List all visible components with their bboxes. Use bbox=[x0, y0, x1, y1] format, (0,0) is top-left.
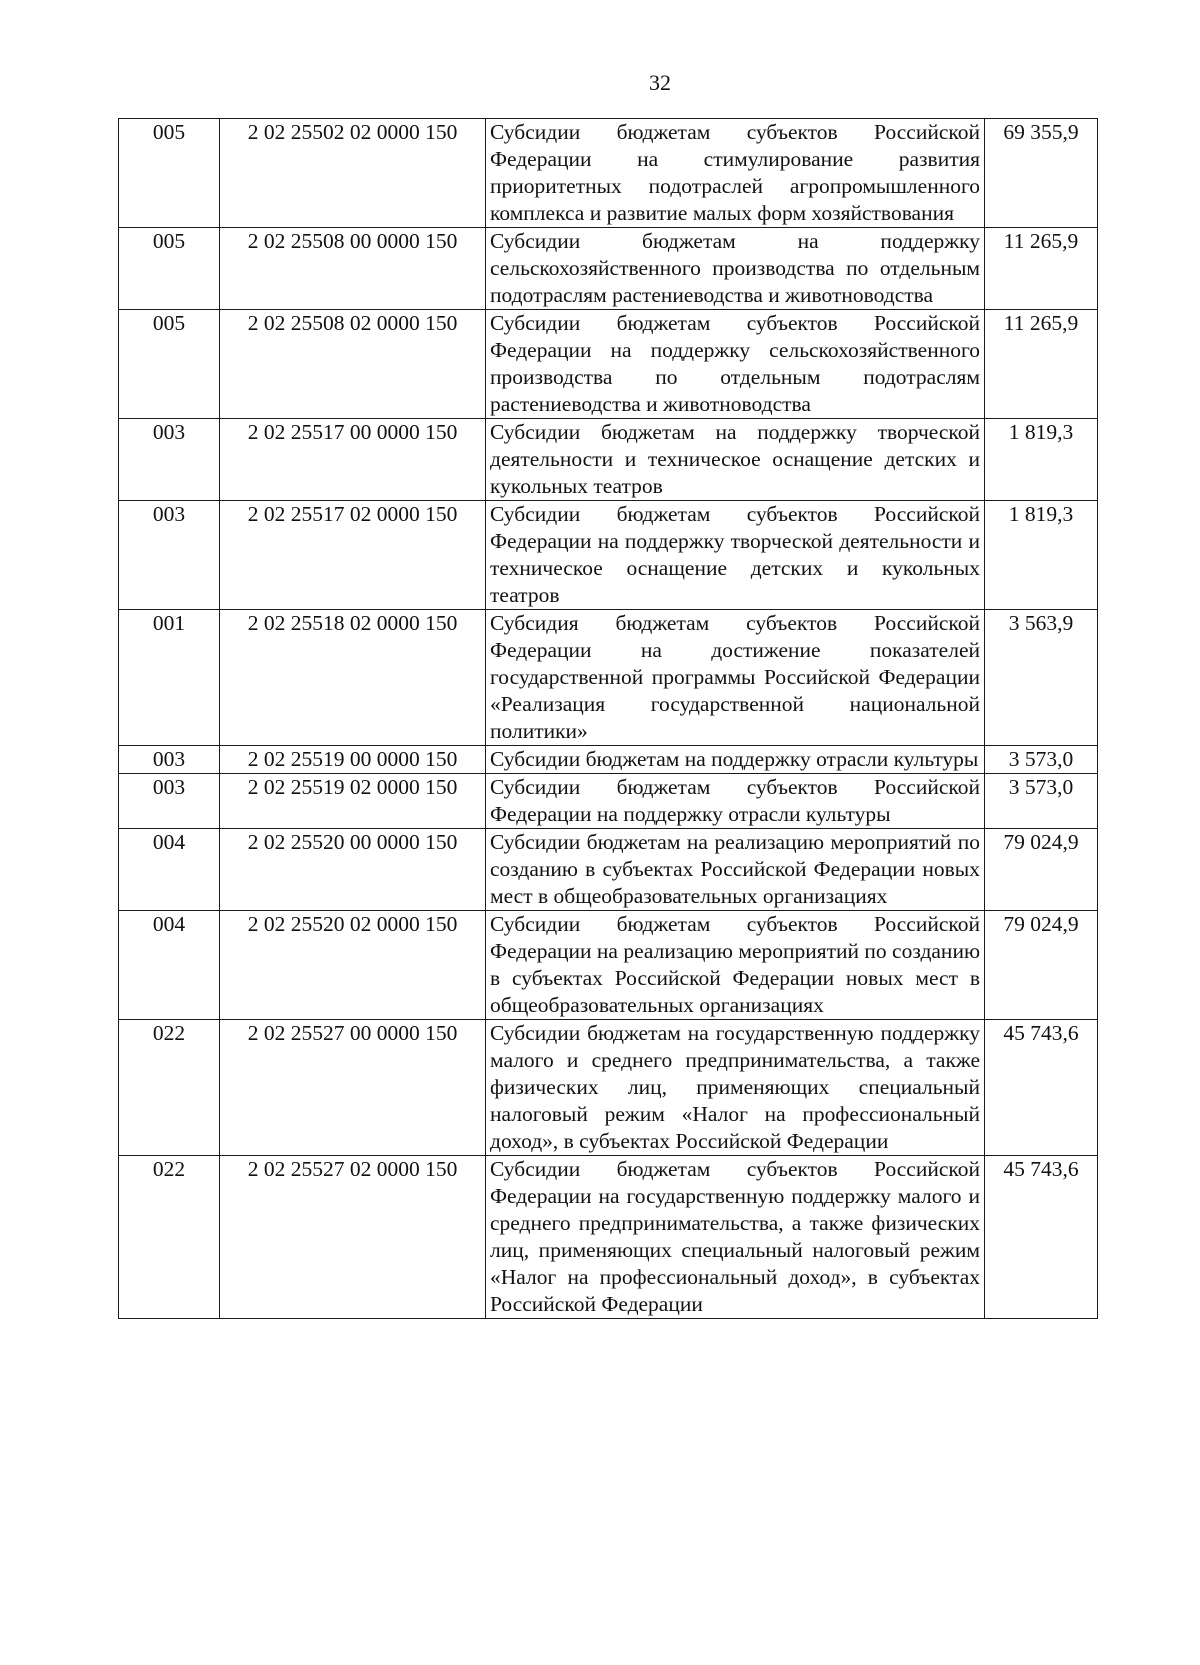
income-name-cell: Субсидии бюджетам субъектов Российской Федерации на государственную поддержку малого и среднего предпринимательства, а также физических лиц, применяющих специальный налоговый режим «Налог на профессиональный доход», в субъектах Российской Федерации bbox=[486, 1156, 985, 1319]
income-name-cell: Субсидии бюджетам субъектов Российской Федерации на поддержку творческой деятельности и техническое оснащение детских и кукольных театров bbox=[486, 501, 985, 610]
budget-code-cell: 2 02 25508 00 0000 150 bbox=[220, 228, 486, 310]
income-name-cell: Субсидии бюджетам субъектов Российской Федерации на поддержку отрасли культуры bbox=[486, 774, 985, 829]
income-name-cell: Субсидии бюджетам субъектов Российской Федерации на поддержку сельскохозяйственного производства по отдельным подотраслям растениеводства и животноводства bbox=[486, 310, 985, 419]
amount-cell: 69 355,9 bbox=[985, 119, 1098, 228]
income-name-cell: Субсидии бюджетам субъектов Российской Федерации на стимулирование развития приоритетных подотраслей агропромышленного комплекса и развитие малых форм хозяйствования bbox=[486, 119, 985, 228]
budget-code-cell: 2 02 25520 00 0000 150 bbox=[220, 829, 486, 911]
admin-code-cell: 022 bbox=[119, 1020, 220, 1156]
budget-table-body bbox=[119, 119, 1098, 1319]
table-row bbox=[119, 501, 1098, 610]
admin-code-cell: 003 bbox=[119, 774, 220, 829]
table-row bbox=[119, 610, 1098, 746]
budget-code-cell: 2 02 25517 00 0000 150 bbox=[220, 419, 486, 501]
admin-code-cell: 003 bbox=[119, 746, 220, 774]
table-row bbox=[119, 419, 1098, 501]
table-row bbox=[119, 911, 1098, 1020]
amount-cell: 3 573,0 bbox=[985, 774, 1098, 829]
budget-code-cell: 2 02 25518 02 0000 150 bbox=[220, 610, 486, 746]
table-row bbox=[119, 774, 1098, 829]
table-row bbox=[119, 1020, 1098, 1156]
budget-table bbox=[118, 118, 1098, 1319]
budget-code-cell: 2 02 25527 02 0000 150 bbox=[220, 1156, 486, 1319]
amount-cell: 1 819,3 bbox=[985, 501, 1098, 610]
admin-code-cell: 004 bbox=[119, 911, 220, 1020]
admin-code-cell: 005 bbox=[119, 228, 220, 310]
income-name-cell: Субсидии бюджетам на государственную поддержку малого и среднего предпринимательства, а также физических лиц, применяющих специальный налоговый режим «Налог на профессиональный доход», в субъектах Российской Федерации bbox=[486, 1020, 985, 1156]
amount-cell: 3 573,0 bbox=[985, 746, 1098, 774]
admin-code-cell: 003 bbox=[119, 419, 220, 501]
amount-cell: 3 563,9 bbox=[985, 610, 1098, 746]
table-row bbox=[119, 310, 1098, 419]
admin-code-cell: 005 bbox=[119, 119, 220, 228]
table-row bbox=[119, 829, 1098, 911]
income-name-cell: Субсидии бюджетам на поддержку отрасли культуры bbox=[486, 746, 985, 774]
table-row bbox=[119, 1156, 1098, 1319]
budget-code-cell: 2 02 25508 02 0000 150 bbox=[220, 310, 486, 419]
budget-code-cell: 2 02 25520 02 0000 150 bbox=[220, 911, 486, 1020]
amount-cell: 45 743,6 bbox=[985, 1020, 1098, 1156]
budget-code-cell: 2 02 25517 02 0000 150 bbox=[220, 501, 486, 610]
income-name-cell: Субсидии бюджетам на поддержку сельскохозяйственного производства по отдельным подотраслям растениеводства и животноводства bbox=[486, 228, 985, 310]
amount-cell: 11 265,9 bbox=[985, 228, 1098, 310]
admin-code-cell: 022 bbox=[119, 1156, 220, 1319]
income-name-cell: Субсидии бюджетам на реализацию мероприятий по созданию в субъектах Российской Федерации новых мест в общеобразовательных организациях bbox=[486, 829, 985, 911]
amount-cell: 45 743,6 bbox=[985, 1156, 1098, 1319]
budget-code-cell: 2 02 25519 00 0000 150 bbox=[220, 746, 486, 774]
table-row bbox=[119, 119, 1098, 228]
income-name-cell: Субсидии бюджетам субъектов Российской Федерации на реализацию мероприятий по созданию в субъектах Российской Федерации новых мест в общеобразовательных организациях bbox=[486, 911, 985, 1020]
income-name-cell: Субсидия бюджетам субъектов Российской Федерации на достижение показателей государственной программы Российской Федерации «Реализация государственной национальной политики» bbox=[486, 610, 985, 746]
admin-code-cell: 005 bbox=[119, 310, 220, 419]
budget-code-cell: 2 02 25519 02 0000 150 bbox=[220, 774, 486, 829]
amount-cell: 79 024,9 bbox=[985, 911, 1098, 1020]
amount-cell: 1 819,3 bbox=[985, 419, 1098, 501]
table-row bbox=[119, 746, 1098, 774]
amount-cell: 11 265,9 bbox=[985, 310, 1098, 419]
income-name-cell: Субсидии бюджетам на поддержку творческой деятельности и техническое оснащение детских и кукольных театров bbox=[486, 419, 985, 501]
budget-code-cell: 2 02 25502 02 0000 150 bbox=[220, 119, 486, 228]
amount-cell: 79 024,9 bbox=[985, 829, 1098, 911]
admin-code-cell: 004 bbox=[119, 829, 220, 911]
admin-code-cell: 001 bbox=[119, 610, 220, 746]
admin-code-cell: 003 bbox=[119, 501, 220, 610]
table-row bbox=[119, 228, 1098, 310]
budget-code-cell: 2 02 25527 00 0000 150 bbox=[220, 1020, 486, 1156]
page-number: 32 bbox=[649, 70, 671, 95]
